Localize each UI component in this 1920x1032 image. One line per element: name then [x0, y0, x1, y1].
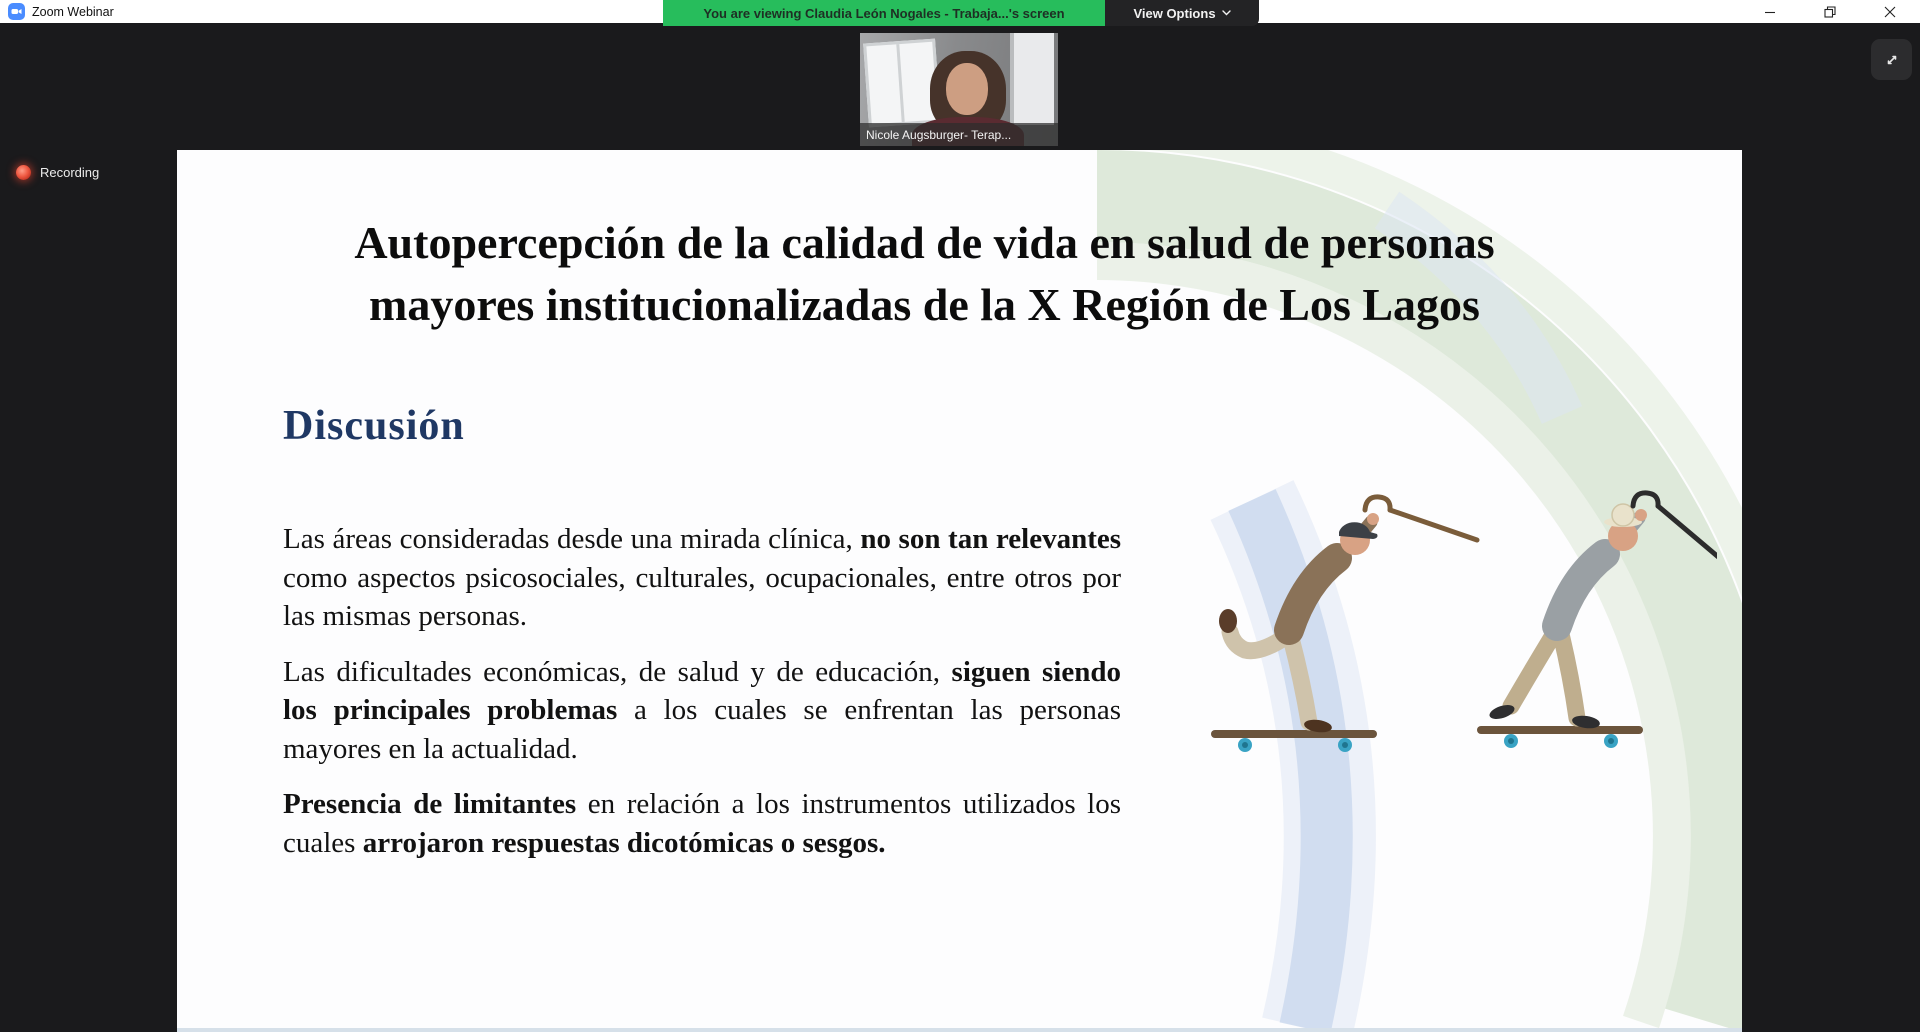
zoom-camera-icon	[8, 3, 25, 20]
expand-fullscreen-button[interactable]	[1871, 39, 1912, 80]
chevron-down-icon	[1222, 10, 1231, 16]
slide-paragraph: Presencia de limitantes en relación a los instrumentos utilizados los cuales arrojaron respuestas dicotómicas o sesgos.	[283, 788, 1122, 859]
participant-face	[946, 63, 988, 115]
thumbnail-window-left	[863, 39, 941, 128]
participant-name: Nicole Augsburger- Terap...	[866, 127, 1012, 142]
shared-screen-slide	[177, 150, 1742, 1028]
minimize-button[interactable]	[1740, 0, 1800, 23]
slide-heading: Discusión	[283, 403, 465, 449]
slide-paragraph: Las áreas consideradas desde una mirada clínica, no son tan relevantes como aspectos psicosociales, culturales, ocupacionales, entre otros por las mismas personas.	[283, 523, 1122, 633]
slide-paragraph: Las dificultades económicas, de salud y de educación, siguen siendo los principales problemas a los cuales se enfrentan las personas mayores en la actualidad.	[283, 655, 1121, 765]
slide-title-line1: Autopercepción de la calidad de vida en salud de personas	[354, 217, 1495, 268]
app-title: Zoom Webinar	[32, 4, 114, 19]
slide-paragraphs	[283, 520, 1121, 880]
slide-title	[227, 212, 1622, 335]
screen-share-banner-text: You are viewing Claudia León Nogales - Trabaja...'s screen	[703, 5, 1065, 21]
participant-name-tag	[860, 123, 1058, 146]
recording-label: Recording	[40, 165, 100, 180]
participant-video-thumbnail[interactable]	[860, 33, 1058, 146]
restore-window-button[interactable]	[1800, 0, 1860, 23]
recording-indicator	[16, 165, 99, 180]
view-options-button[interactable]	[1105, 0, 1259, 26]
slide-title-line2: mayores institucionalizadas de la X Región de Los Lagos	[369, 278, 1480, 330]
close-button[interactable]	[1860, 0, 1920, 23]
expand-fullscreen-icon	[1882, 50, 1902, 70]
view-options-label: View Options	[1133, 5, 1216, 21]
slide-bottom-strip	[177, 1028, 1742, 1032]
recording-dot-icon	[16, 165, 31, 180]
slide-illustration-skating-elders	[1177, 450, 1717, 780]
thumbnail-window-right	[1010, 33, 1054, 125]
screen-share-banner	[663, 0, 1105, 26]
